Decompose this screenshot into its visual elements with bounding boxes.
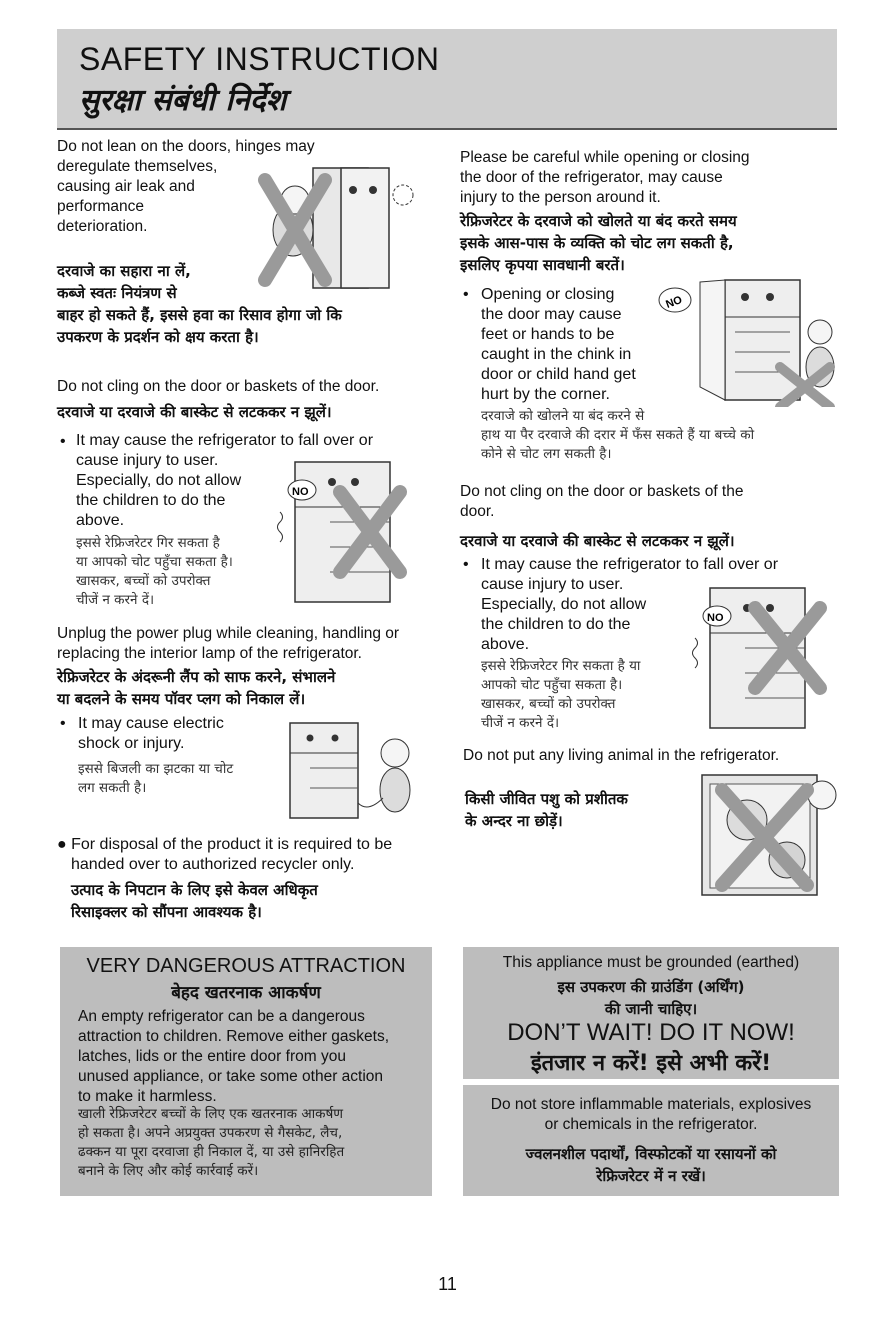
bullet-line: above.	[76, 512, 125, 529]
bullet-hindi-line: चीजें न करने दें।	[76, 592, 155, 608]
lean-hindi-line: दरवाजे का सहारा ना लें,	[57, 262, 191, 280]
no-sign-text: NO	[707, 612, 724, 624]
bullet-line: shock or injury.	[78, 735, 185, 752]
unplug-heading	[57, 624, 437, 664]
careful-hindi-line: इसलिए कृपया सावधानी बरतें।	[460, 256, 625, 274]
careful-bullet-hi	[481, 407, 841, 464]
danger-title-hi: बेहद खतरनाक आकर्षण	[171, 983, 321, 1003]
bullet-hindi-line: आपको चोट पहुँचा सकता है।	[481, 677, 623, 693]
no-sign-text: NO	[292, 486, 309, 498]
animal-hindi-line: किसी जीवित पशु को प्रशीतक	[465, 790, 628, 808]
flammable-hi	[463, 1143, 839, 1187]
flammable-hindi-line: ज्वलनशील पदार्थों, विस्फोटकों या रसायनों को	[525, 1145, 777, 1163]
bullet-line: Especially, do not allow	[76, 472, 242, 489]
bullet-line: above.	[481, 636, 530, 653]
danger-hindi-line: ढक्कन या पूरा दरवाजा ही निकाल दें, या उसे हानिरहित	[78, 1144, 345, 1160]
dont-wait-en: DON’T WAIT! DO IT NOW!	[507, 1019, 795, 1046]
flammable-en	[463, 1095, 839, 1135]
bullet-line: hurt by the corner.	[481, 386, 610, 403]
bullet-line: It may cause the refrigerator to fall over or	[481, 556, 779, 573]
bullet-line: the children to do the	[76, 492, 226, 509]
unplug-bullet-en	[78, 714, 278, 754]
danger-body-line: unused appliance, or take some other action	[78, 1068, 384, 1085]
bullet-dot: •	[463, 286, 469, 303]
bullet-line: Especially, do not allow	[481, 596, 647, 613]
lean-door-illustration	[255, 160, 415, 295]
bullet-hindi-line: या आपको चोट पहुँचा सकता है।	[76, 554, 233, 570]
lean-hindi-line: कब्जे स्वतः नियंत्रण से	[57, 284, 177, 302]
danger-hindi-line: हो सकता है। अपने अप्रयुक्त उपकरण से गैसकेट, लैच,	[78, 1125, 343, 1141]
right-cling-bullet-hi	[481, 657, 711, 733]
lean-text-line: deregulate themselves,	[57, 158, 218, 175]
ground-line-en: This appliance must be grounded (earthed)	[502, 954, 800, 971]
bullet-line: door or child hand get	[481, 366, 636, 383]
bullet-line: cause injury to user.	[76, 452, 219, 469]
flammable-box	[463, 1085, 839, 1196]
disposal-line-text: For disposal of the product it is required to be	[71, 836, 393, 853]
danger-title-en: VERY DANGEROUS ATTRACTION	[86, 955, 406, 977]
bullet-line: caught in the chink in	[481, 346, 632, 363]
dont-wait-hi: इंतजार न करें! इसे अभी करें!	[530, 1051, 772, 1076]
ground-line-hi	[463, 976, 839, 1020]
right-cling-line: door.	[460, 503, 495, 520]
right-cling-heading-hi: दरवाजे या दरवाजे की बास्केट से लटककर न झूलें।	[460, 532, 735, 550]
careful-hindi-line: इसके आस-पास के व्यक्ति को चोट लग सकती है,	[460, 234, 734, 252]
animal-heading: Do not put any living animal in the refrigerator.	[463, 747, 780, 764]
careful-line: the door of the refrigerator, may cause	[460, 169, 723, 186]
lean-text-line: deterioration.	[57, 218, 148, 235]
bullet-hindi-line: कोने से चोट लग सकती है।	[481, 446, 612, 462]
page-number: 11	[438, 1274, 457, 1294]
danger-hindi-line: बनाने के लिए और कोई कार्रवाई करें।	[78, 1163, 259, 1179]
unplug-illustration	[280, 718, 420, 823]
lean-text-line: performance	[57, 198, 145, 215]
bullet-line: feet or hands to be	[481, 326, 615, 343]
bullet-line: cause injury to user.	[481, 576, 624, 593]
bullet-hindi-line: दरवाजे को खोलने या बंद करने से	[481, 408, 645, 424]
bullet-hindi-line: चीजें न करने दें।	[481, 715, 560, 731]
danger-box	[60, 947, 432, 1196]
right-careful-hi	[460, 210, 850, 276]
disposal-line: handed over to authorized recycler only.	[71, 856, 355, 873]
bullet-line: Opening or closing	[481, 286, 615, 303]
page-title-en: SAFETY INSTRUCTION	[79, 41, 440, 77]
animal-hindi-line: के अन्दर ना छोड़ें।	[465, 812, 563, 830]
bullet-dot: •	[463, 556, 469, 573]
right-cling-line: Do not cling on the door or baskets of the	[460, 483, 744, 500]
unplug-line: Unplug the power plug while cleaning, handling or	[57, 625, 400, 642]
danger-body-line: to make it harmless.	[78, 1088, 217, 1105]
door-pinch-illustration	[640, 272, 840, 407]
bullet-dot: ●	[57, 836, 72, 853]
flammable-hindi-line: रेफ्रिजरेटर में न रखें।	[596, 1167, 706, 1185]
disposal-section-hi	[71, 879, 431, 923]
bullet-hindi-line: इससे बिजली का झटका या चोट	[78, 761, 234, 777]
bullet-line: It may cause the refrigerator to fall over or	[76, 432, 374, 449]
danger-body-hi	[78, 1105, 423, 1181]
lean-hindi-line: उपकरण के प्रदर्शन को क्षय करता है।	[57, 328, 259, 346]
ground-hindi-line: इस उपकरण की ग्राउंडिंग (अर्थिंग)	[557, 978, 745, 996]
lean-text-line: Do not lean on the doors, hinges may	[57, 138, 315, 155]
animal-heading-hi	[465, 788, 685, 832]
unplug-bullet-hi	[78, 760, 278, 798]
danger-body-line: attraction to children. Remove either gaskets,	[78, 1028, 390, 1045]
animal-fridge-illustration	[692, 770, 842, 900]
danger-body-en	[78, 1007, 418, 1107]
flammable-line: Do not store inflammable materials, explosives	[490, 1096, 812, 1113]
no-sign-text: NO	[664, 294, 684, 311]
bullet-dot: •	[60, 715, 66, 732]
cling-heading: Do not cling on the door or baskets of the door.	[57, 378, 380, 395]
unplug-hindi-line: रेफ्रिजरेटर के अंदरूनी लैंप को साफ करने, संभालने	[57, 668, 336, 686]
bullet-hindi-line: इससे रेफ्रिजरेटर गिर सकता है	[76, 535, 220, 551]
bullet-hindi-line: लग सकती है।	[78, 780, 147, 796]
careful-line: injury to the person around it.	[460, 189, 661, 206]
danger-body-line: latches, lids or the entire door from you	[78, 1048, 346, 1065]
page-title-hi: सुरक्षा संबंधी निर्देश	[79, 83, 287, 118]
careful-line: Please be careful while opening or closing	[460, 149, 750, 166]
bullet-hindi-line: इससे रेफ्रिजरेटर गिर सकता है या	[481, 658, 641, 674]
disposal-hindi-line: उत्पाद के निपटान के लिए इसे केवल अधिकृत	[71, 881, 318, 899]
disposal-line	[57, 835, 437, 855]
bullet-hindi-line: खासकर, बच्चों को उपरोक्त	[76, 573, 211, 589]
cling-door-illustration	[270, 452, 410, 607]
header-band	[57, 29, 837, 130]
right-careful-section	[460, 148, 840, 208]
bullet-line: It may cause electric	[78, 715, 224, 732]
careful-hindi-line: रेफ्रिजरेटर के दरवाजे को खोलते या बंद करते समय	[460, 212, 737, 230]
cling-heading-hi: दरवाजे या दरवाजे की बास्केट से लटककर न झूलें।	[57, 403, 332, 421]
bullet-dot: •	[60, 433, 66, 450]
danger-hindi-line: खाली रेफ्रिजरेटर बच्चों के लिए एक खतरनाक आकर्षण	[78, 1106, 344, 1122]
ground-box	[463, 947, 839, 1079]
lean-text-line: causing air leak and	[57, 178, 195, 195]
disposal-section	[57, 835, 437, 875]
lean-hindi-line: बाहर हो सकते हैं, इससे हवा का रिसाव होगा जो कि	[57, 306, 342, 324]
bullet-hindi-line: हाथ या पैर दरवाजे की दरार में फँस सकते हैं या बच्चे को	[481, 427, 755, 443]
unplug-hindi-line: या बदलने के समय पॉवर प्लग को निकाल लें।	[57, 690, 306, 708]
flammable-line: or chemicals in the refrigerator.	[544, 1116, 758, 1133]
danger-body-line: An empty refrigerator can be a dangerous	[78, 1008, 365, 1025]
ground-hindi-line: की जानी चाहिए।	[604, 1000, 698, 1018]
bullet-hindi-line: खासकर, बच्चों को उपरोक्त	[481, 696, 616, 712]
unplug-line: replacing the interior lamp of the refrigerator.	[57, 645, 362, 662]
disposal-hindi-line: रिसाइक्लर को सौंपना आवश्यक है।	[71, 903, 262, 921]
bullet-line: the children to do the	[481, 616, 631, 633]
unplug-heading-hi	[57, 666, 437, 710]
right-cling-illustration	[685, 578, 835, 733]
right-cling-heading	[460, 482, 840, 522]
bullet-line: the door may cause	[481, 306, 622, 323]
